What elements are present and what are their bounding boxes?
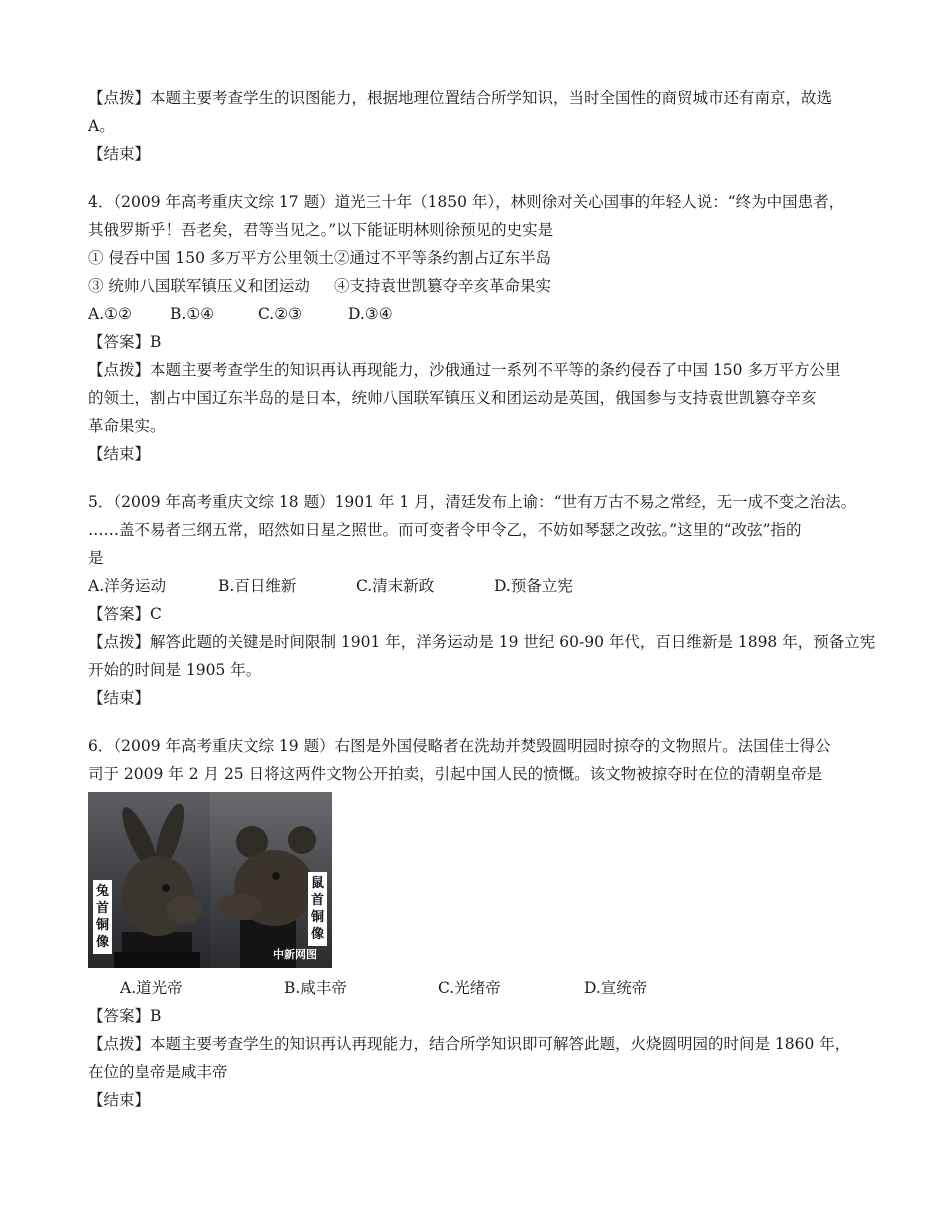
option: D.③④	[348, 305, 393, 323]
option: D.宣统帝	[584, 979, 648, 997]
end-marker: 【结束】	[88, 445, 151, 463]
question-stem: ……盖不易者三纲五常，昭然如日星之照世。而可变者令甲令乙，不妨如琴瑟之改弦。”这里的“改弦”指的	[88, 521, 802, 539]
option: C.光绪帝	[438, 979, 501, 997]
answer-line: 【答案】C	[88, 605, 162, 623]
analysis-line: 【点拨】解答此题的关键是时间限制 1901 年，洋务运动是 19 世纪 60-90 年代，百日维新是 1898 年，预备立宪	[88, 633, 876, 651]
question-5	[88, 488, 878, 712]
photo-credit: 中新网图	[273, 948, 317, 961]
analysis-line: 的领土，割占中国辽东半岛的是日本，统帅八国联军镇压义和团运动是英国，俄国参与支持袁世凯篡夺辛亥	[88, 389, 817, 407]
question-3-tail	[88, 84, 878, 168]
question-4	[88, 188, 878, 468]
end-marker: 【结束】	[88, 689, 151, 707]
option: B.咸丰帝	[284, 979, 347, 997]
option: B.百日维新	[218, 577, 297, 595]
option: A.①②	[88, 305, 132, 323]
statement-item: ②通过不平等条约割占辽东半岛	[334, 249, 552, 267]
analysis-line: A。	[88, 117, 115, 135]
analysis-line: 【点拨】本题主要考查学生的知识再认再现能力，沙俄通过一系列不平等的条约侵吞了中国 150 多万平方公里	[88, 361, 841, 379]
answer-line: 【答案】B	[88, 333, 162, 351]
statement-row	[88, 244, 878, 272]
photo-label-rabbit: 兔首铜像	[93, 880, 112, 954]
question-stem: 5．（2009 年高考重庆文综 18 题）1901 年 1 月，清廷发布上谕：“世有万古不易之常经，无一成不变之治法。	[88, 493, 857, 511]
question-stem: 4．（2009 年高考重庆文综 17 题）道光三十年（1850 年），林则徐对关心国事的年轻人说：“终为中国患者，	[88, 193, 845, 211]
question-6	[88, 732, 878, 1114]
bronze-heads-photo	[88, 792, 332, 968]
option: C.②③	[258, 305, 303, 323]
option: D.预备立宪	[494, 577, 573, 595]
answer-options	[88, 974, 878, 1002]
photo-label-rat: 鼠首铜像	[308, 872, 327, 946]
analysis-line: 【点拨】本题主要考查学生的知识再认再现能力，结合所学知识即可解答此题，火烧圆明园的时间是 1860 年，	[88, 1035, 851, 1053]
question-stem: 6．（2009 年高考重庆文综 19 题）右图是外国侵略者在洗劫并焚毁圆明园时掠夺的文物照片。法国佳士得公	[88, 737, 831, 755]
answer-line: 【答案】B	[88, 1007, 162, 1025]
analysis-line: 【点拨】本题主要考查学生的识图能力，根据地理位置结合所学知识，当时全国性的商贸城市还有南京，故选	[88, 89, 833, 107]
statement-item: ③ 统帅八国联军镇压义和团运动	[88, 277, 310, 295]
question-stem: 其俄罗斯乎！吾老矣，君等当见之。”以下能证明林则徐预见的史实是	[88, 221, 554, 239]
question-stem: 是	[88, 549, 104, 567]
statement-item: ① 侵吞中国 150 多万平方公里领土	[88, 249, 334, 267]
statement-item: ④支持袁世凯篡夺辛亥革命果实	[334, 277, 552, 295]
document-page	[88, 84, 878, 1114]
end-marker: 【结束】	[88, 145, 151, 163]
answer-options	[88, 300, 878, 328]
end-marker: 【结束】	[88, 1091, 151, 1109]
analysis-line: 在位的皇帝是咸丰帝	[88, 1063, 228, 1081]
statement-row	[88, 272, 878, 300]
answer-options	[88, 572, 878, 600]
option: A.道光帝	[120, 979, 183, 997]
option: A.洋务运动	[88, 577, 167, 595]
analysis-line: 革命果实。	[88, 417, 166, 435]
option: B.①④	[170, 305, 215, 323]
analysis-line: 开始的时间是 1905 年。	[88, 661, 262, 679]
question-stem: 司于 2009 年 2 月 25 日将这两件文物公开拍卖，引起中国人民的愤慨。该文物被掠夺时在位的清朝皇帝是	[88, 765, 823, 783]
option: C.清末新政	[356, 577, 435, 595]
